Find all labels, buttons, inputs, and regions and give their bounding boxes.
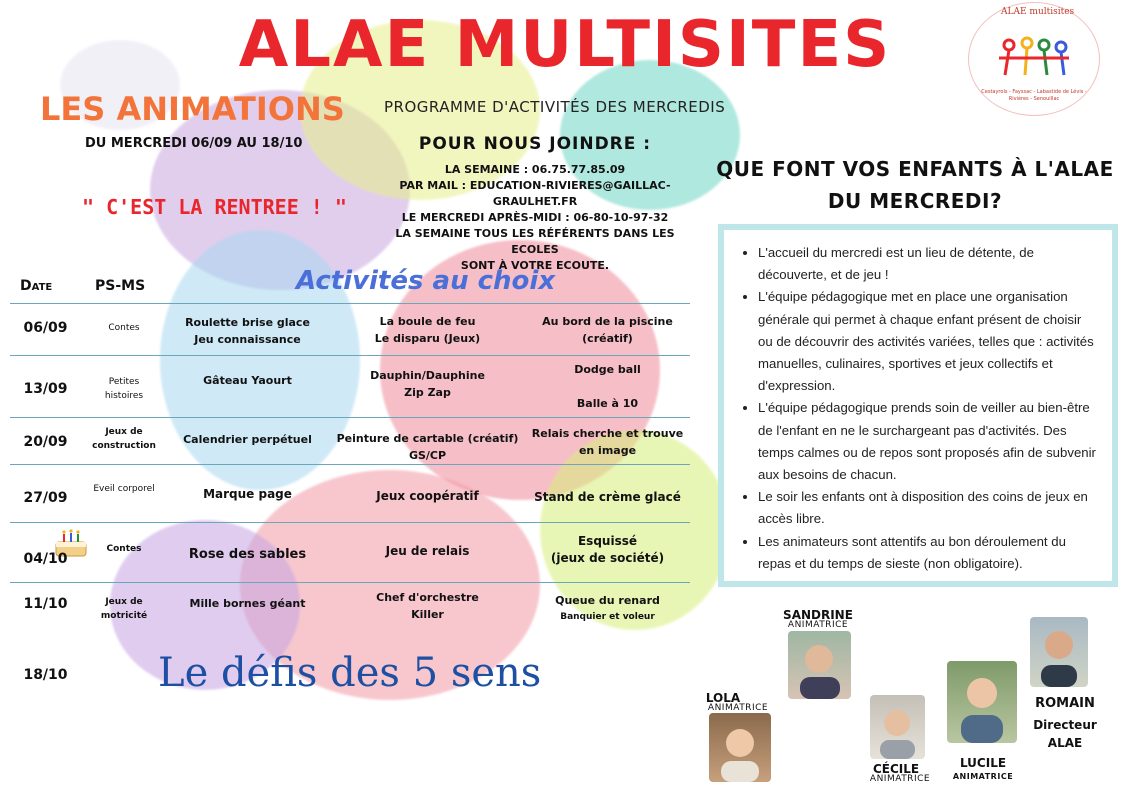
info-bullet: • L'équipe pédagogique prends soin de veiller au bien-être de l'enfant en ne le surchargeant pas d'activités. Des temps calmes ou de repos sont proposés afin de subvenir aux besoins de chacun. — [758, 397, 1098, 486]
final-event: Le défis des 5 sens — [158, 650, 542, 696]
activity-3: Dodge ball — [574, 363, 641, 376]
activity-2: Peinture de cartable (créatif) GS/CP — [336, 432, 519, 462]
activity-2: Jeu de relais — [385, 544, 470, 558]
cecile-name: CÉCILE — [872, 762, 920, 776]
row-psms: Petites histoires — [104, 377, 144, 401]
lucile-name: LUCILE — [959, 756, 1007, 770]
row-divider — [10, 464, 690, 465]
row-date: 06/09 — [23, 320, 68, 336]
info-box — [718, 224, 1118, 587]
row-date: 20/09 — [23, 434, 68, 450]
row-divider — [10, 522, 690, 523]
activity-1: Mille bornes géant — [189, 597, 306, 610]
sandrine-photo — [788, 631, 851, 699]
romain-photo — [1030, 617, 1088, 687]
activity-3: Esquissé (jeux de société) — [550, 534, 665, 565]
info-bullet: • Les animateurs sont attentifs au bon déroulement du repas et du temps de sieste (non obligatoire). — [758, 531, 1098, 575]
contact-line: SONT À VOTRE ECOUTE. — [460, 259, 610, 272]
activity-3: Queue du renard — [555, 594, 660, 607]
col-psms-header: PS-MS — [95, 278, 146, 294]
row-date: 18/10 — [23, 667, 68, 683]
logo — [968, 2, 1100, 116]
activity-1: Rose des sables — [188, 547, 307, 562]
activity-2: Dauphin/Dauphine Zip Zap — [370, 369, 485, 399]
col-date-header: Date — [20, 278, 53, 294]
contact-line: GRAULHET.FR — [492, 195, 578, 208]
row-psms: Contes — [106, 544, 142, 554]
info-question: QUE FONT VOS ENFANTS À L'ALAE DU MERCREDI? — [716, 157, 1114, 213]
activity-1: Roulette brise glace Jeu connaissance — [185, 316, 310, 346]
contact-block — [370, 134, 700, 274]
activity-3: Stand de crème glacé — [534, 490, 681, 504]
info-bullet: • L'accueil du mercredi est un lieu de détente, de découverte, et de jeu ! — [758, 242, 1098, 286]
info-bullet: • L'équipe pédagogique met en place une organisation générale qui permet à chaque enfant présent de choisir ou de découvrir des activités variées, telles que : activités manuelles, culinaires, sportives et jeux collectifs et d'expression. — [758, 286, 1098, 397]
row-divider — [10, 417, 690, 418]
contact-line: LA SEMAINE TOUS LES RÉFÉRENTS DANS LES ECOLES — [395, 227, 675, 256]
cecile-photo — [870, 695, 925, 759]
row-psms: Jeux de construction — [92, 427, 156, 451]
row-divider — [10, 355, 690, 356]
row-date: 11/10 — [23, 596, 68, 612]
subtitle: LES ANIMATIONS — [40, 90, 345, 128]
row-date: 04/10 — [23, 551, 68, 567]
logo-name: ALAE multisites — [1001, 7, 1075, 17]
logo-ring-text: Cestayrols - Fayssac - Labastide de Lévis - Rivières - Senouillac — [981, 89, 1087, 102]
row-psms: Contes — [108, 323, 140, 333]
activity-1: Marque page — [203, 487, 292, 501]
activity-1: Calendrier perpétuel — [183, 433, 312, 446]
activity-3: Relais cherche et trouve en image — [531, 427, 684, 457]
date-range: DU MERCREDI 06/09 AU 18/10 — [85, 136, 303, 151]
activity-1: Gâteau Yaourt — [203, 374, 292, 387]
contact-line: LE MERCREDI APRÈS-MIDI : 06-80-10-97-32 — [401, 211, 669, 224]
lucile-role: ANIMATRICE — [952, 772, 1014, 781]
activity-3b: Banquier et voleur — [560, 612, 655, 622]
row-date: 13/09 — [23, 381, 68, 397]
sandrine-role: ANIMATRICE — [787, 620, 849, 630]
activity-2: Chef d'orchestre Killer — [376, 591, 479, 621]
page-title: ALAE MULTISITES — [238, 8, 892, 82]
sandrine-name: SANDRINE — [783, 608, 853, 622]
contact-line: PAR MAIL : EDUCATION-RIVIERES@GAILLAC- — [399, 179, 671, 192]
activity-2: Jeux coopératif — [376, 489, 479, 503]
row-divider — [10, 582, 690, 583]
lucile-photo — [947, 661, 1017, 743]
activity-3: Au bord de la piscine (créatif) — [542, 315, 673, 345]
row-psms: Eveil corporel — [93, 484, 155, 494]
cecile-role: ANIMATRICE — [869, 774, 931, 784]
slogan: " C'EST LA RENTREE ! " — [82, 195, 347, 219]
lola-name: LOLA — [705, 691, 741, 705]
choice-heading: Activités au choix — [296, 266, 556, 296]
lola-role: ANIMATRICE — [707, 703, 769, 713]
activity-2: La boule de feu Le disparu (Jeux) — [374, 315, 481, 345]
lola-photo — [709, 713, 771, 782]
row-psms: Jeux de motricité — [100, 597, 148, 621]
program-label: PROGRAMME D'ACTIVITÉS DES MERCREDIS — [384, 98, 726, 116]
row-divider — [10, 303, 690, 304]
info-bullet: • Le soir les enfants ont à disposition des coins de jeux en accès libre. — [758, 486, 1098, 530]
activity-3b: Balle à 10 — [576, 397, 639, 410]
contact-heading: POUR NOUS JOINDRE : — [418, 134, 652, 154]
row-date: 27/09 — [23, 490, 68, 506]
contact-line: LA SEMAINE : 06.75.77.85.09 — [444, 163, 626, 176]
romain-role: Directeur ALAE — [1033, 718, 1097, 750]
romain-name: ROMAIN — [1035, 696, 1095, 711]
